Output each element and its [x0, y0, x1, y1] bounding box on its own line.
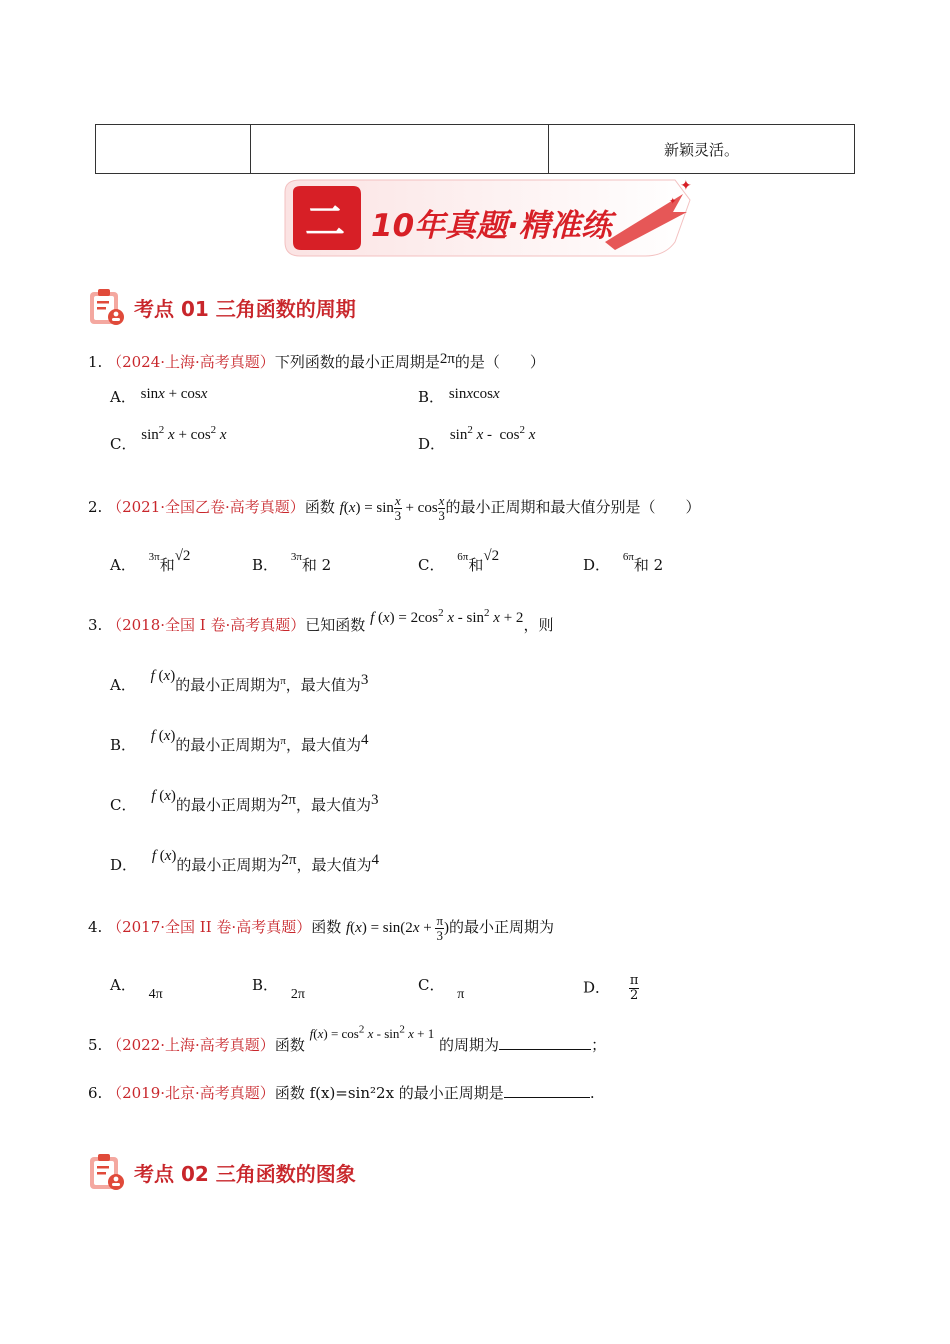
option-value: 2π	[290, 987, 305, 1002]
option-label: C．	[418, 556, 445, 574]
option-b[interactable]	[110, 728, 369, 755]
option-text: 和 2	[301, 556, 332, 574]
question-tail: 的是（ ）	[454, 353, 545, 371]
option-math: √2	[174, 548, 191, 564]
clipboard-icon	[88, 1152, 126, 1192]
table-cell	[96, 125, 251, 174]
question-6	[88, 1082, 595, 1103]
option-label: D．	[583, 556, 611, 574]
option-c[interactable]	[418, 548, 500, 575]
option-math: f (x)	[150, 668, 176, 684]
section-header	[88, 285, 356, 329]
question-number: 2.	[88, 497, 103, 516]
option-text: ，最大值为	[285, 736, 361, 754]
math-value: 2π	[439, 351, 455, 367]
option-text: 和	[468, 556, 484, 574]
option-d[interactable]	[418, 424, 536, 454]
table-cell	[251, 125, 549, 174]
banner-title: 10年真题·精准练	[371, 208, 612, 244]
option-math: f (x)	[151, 848, 177, 864]
option-text: 的最小正周期为	[175, 736, 281, 754]
function-formula: f $(x) = 2\cos^2$ $x - \sin^2 x + 2$	[370, 607, 524, 626]
question-number: 5.	[88, 1036, 103, 1054]
question-text: 下列函数的最小正周期是	[274, 353, 440, 371]
answer-blank[interactable]	[504, 1083, 590, 1098]
option-value: π	[280, 735, 286, 747]
option-value: 6π	[457, 551, 469, 563]
option-value: 4	[371, 852, 380, 868]
option-a[interactable]	[110, 548, 191, 575]
option-label: B．	[418, 388, 445, 406]
question-tail: 的周期为	[439, 1036, 500, 1054]
option-text: ，最大值为	[285, 676, 361, 694]
option-math: $\frac{\pi}{2}$	[629, 973, 639, 1003]
option-c[interactable]	[110, 424, 227, 454]
option-value: 3	[360, 672, 369, 688]
option-text: ，最大值为	[295, 796, 371, 814]
option-text: 的最小正周期为	[175, 676, 281, 694]
question-text: 已知函数	[305, 616, 366, 634]
option-math: √2	[483, 548, 500, 564]
section-title: 考点 02 三角函数的图象	[134, 1161, 356, 1186]
question-text: 函数 f(x)=sin²2x 的最小正周期是	[274, 1084, 504, 1102]
option-label: A．	[110, 556, 136, 574]
option-math: sinxcosx	[448, 386, 500, 402]
option-label: A．	[110, 388, 136, 406]
question-number: 3.	[88, 616, 103, 634]
section-title: 考点 01 三角函数的周期	[134, 296, 356, 321]
option-value: 3π	[290, 551, 302, 563]
question-source-tag: （2021·全国乙卷·高考真题）	[107, 497, 305, 516]
option-value: π	[457, 987, 465, 1002]
option-label: D．	[418, 435, 446, 453]
question-number: 1.	[88, 353, 103, 371]
svg-text:✦: ✦	[669, 197, 677, 207]
option-a[interactable]	[110, 974, 163, 1002]
option-label: C．	[418, 976, 445, 994]
question-1	[88, 351, 545, 372]
option-value: π	[280, 675, 286, 687]
option-label: D．	[583, 978, 611, 997]
option-a[interactable]	[110, 386, 207, 407]
option-math: sinx + cosx	[140, 386, 208, 402]
banner-number: 二	[305, 199, 345, 245]
question-end: .	[589, 1084, 595, 1102]
svg-text:✦: ✦	[680, 178, 692, 194]
question-source-tag: （2017·全国 II 卷·高考真题）	[107, 917, 312, 936]
question-4	[88, 914, 554, 943]
question-5	[88, 1023, 607, 1055]
option-label: B．	[252, 556, 279, 574]
question-tail: 的最小正周期为	[449, 917, 555, 936]
option-b[interactable]	[252, 974, 305, 1002]
clipboard-icon	[88, 287, 126, 327]
option-text: ，最大值为	[296, 856, 372, 874]
option-c[interactable]	[110, 788, 379, 815]
option-text: 的最小正周期为	[175, 796, 281, 814]
section-header	[88, 1150, 356, 1194]
option-value: 3π	[148, 551, 160, 563]
option-value: 2π	[280, 792, 296, 808]
question-text: 函数	[274, 1036, 305, 1054]
question-source-tag: （2019·北京·高考真题）	[107, 1084, 275, 1102]
question-number: 6.	[88, 1084, 103, 1102]
question-tail: ，则	[523, 616, 554, 634]
option-label: B．	[252, 976, 279, 994]
option-math: $\sin^2 x - \cos^2 x$	[449, 424, 536, 443]
question-source-tag: （2022·上海·高考真题）	[107, 1036, 275, 1054]
function-formula: f(x) = sin $\frac{x}{3}$ + cos $\frac{x}{3}$	[339, 493, 445, 523]
option-b[interactable]	[418, 386, 500, 407]
option-d[interactable]	[583, 551, 664, 575]
option-d[interactable]	[110, 848, 380, 875]
question-3	[88, 607, 554, 635]
option-c[interactable]	[418, 974, 465, 1002]
option-label: C．	[110, 796, 137, 814]
option-b[interactable]	[252, 551, 332, 575]
option-value: 4	[361, 732, 369, 748]
option-value: 2π	[281, 852, 297, 868]
option-value: 6π	[622, 551, 634, 563]
question-text: 函数	[304, 497, 335, 516]
function-formula: $f(x) = \cos^2 x - \sin^2 x + 1$	[309, 1023, 435, 1041]
option-label: A．	[110, 976, 136, 994]
option-value: 4π	[148, 987, 163, 1002]
option-value: 3	[370, 792, 379, 808]
section-banner	[275, 172, 705, 262]
question-2	[88, 494, 700, 523]
option-text: 和	[159, 556, 175, 574]
question-source-tag: （2024·上海·高考真题）	[107, 353, 275, 371]
question-end: ；	[591, 1036, 607, 1054]
option-a[interactable]	[110, 668, 369, 695]
table-cell: 新颖灵活。	[549, 125, 855, 174]
question-number: 4.	[88, 917, 103, 936]
option-label: D．	[110, 856, 138, 874]
option-d[interactable]	[583, 974, 639, 1003]
question-source-tag: （2018·全国 I 卷·高考真题）	[107, 616, 306, 634]
answer-blank[interactable]	[499, 1035, 591, 1050]
option-math: f (x)	[151, 788, 176, 804]
function-formula: f(x) = sin(2x + $\frac{\pi}{3}$ )	[346, 913, 450, 943]
option-math: f (x)	[150, 728, 176, 744]
option-label: A．	[110, 676, 136, 694]
question-tail: 的最小正周期和最大值分别是（ ）	[445, 497, 701, 516]
option-label: B．	[110, 736, 137, 754]
option-text: 的最小正周期为	[176, 856, 282, 874]
option-math: $\sin^2 x + \cos^2 x$	[141, 424, 227, 443]
question-text: 函数	[311, 917, 342, 936]
option-label: C．	[110, 435, 137, 453]
option-text: 和 2	[633, 556, 664, 574]
top-table	[95, 124, 855, 174]
